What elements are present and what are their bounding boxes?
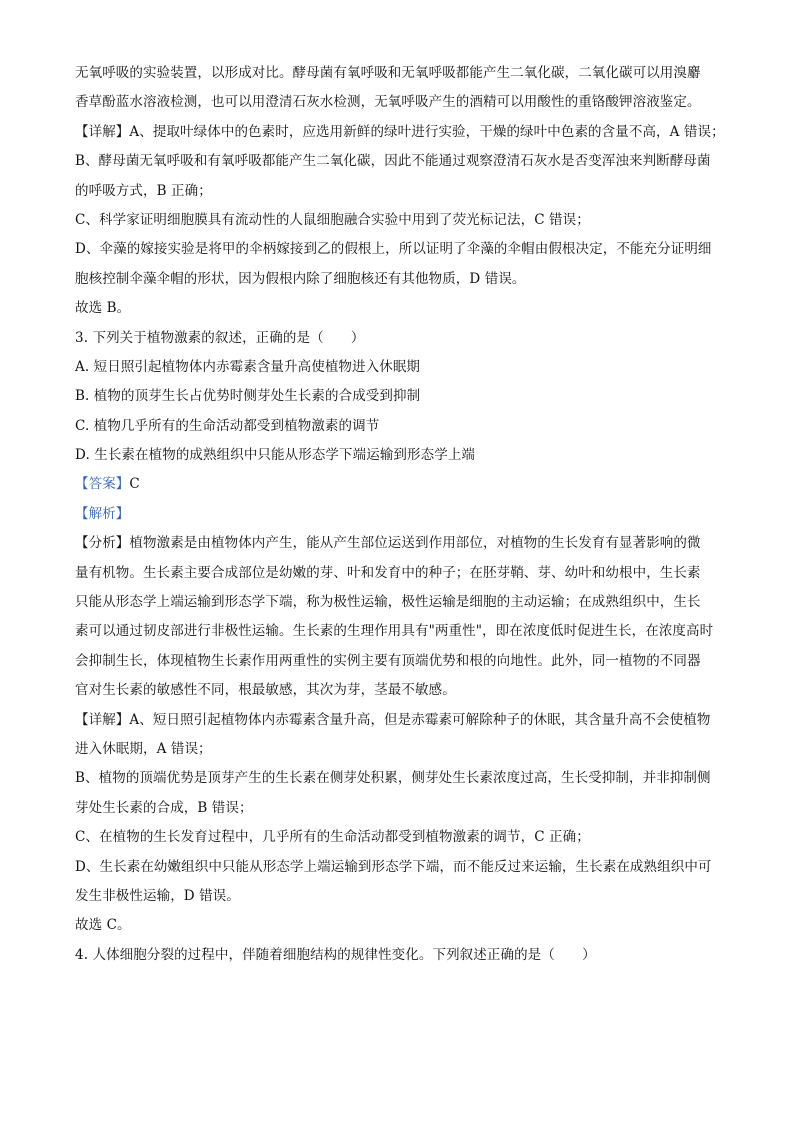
text-line: 故选 C。 — [75, 917, 131, 934]
document-page — [75, 64, 725, 975]
text-line: 只能从形态学上端运输到形态学下端，称为极性运输，极性运输是细胞的主动运输；在成熟组织中，生长 — [75, 594, 701, 611]
section-value: C — [129, 476, 140, 493]
text-line: C、科学家证明细胞膜具有流动性的人鼠细胞融合实验中用到了荧光标记法，C 错误； — [75, 211, 590, 228]
text-line: A. 短日照引起植物体内赤霉素含量升高使植物进入休眠期 — [75, 358, 421, 375]
text-line: D、伞藻的嫁接实验是将甲的伞柄嫁接到乙的假根上，所以证明了伞藻的伞帽由假根决定，不能充分证明细 — [75, 241, 712, 258]
text-line: B、酵母菌无氧呼吸和有氧呼吸都能产生二氧化碳，因此不能通过观察澄清石灰水是否变浑浊来判断酵母菌 — [75, 153, 711, 170]
text-line: C、在植物的生长发育过程中，几乎所有的生命活动都受到植物激素的调节，C 正确； — [75, 829, 590, 846]
text-line: 3. 下列关于植物激素的叙述，正确的是（ ） — [75, 329, 365, 346]
text-line: D. 生长素在植物的成熟组织中只能从形态学下端运输到形态学上端 — [75, 447, 476, 464]
text-line: 素可以通过韧皮部进行非极性运输。生长素的生理作用具有"两重性"，即在浓度低时促进生长，在浓度高时 — [75, 623, 714, 640]
section-tag: 【答案】 — [75, 476, 130, 493]
text-line: 芽处生长素的合成，B 错误； — [75, 799, 253, 816]
text-line: 【详解】A、短日照引起植物体内赤霉素含量升高，但是赤霉素可解除种子的休眠，其含量升高不会使植物 — [75, 711, 711, 728]
text-line: C. 植物几乎所有的生命活动都受到植物激素的调节 — [75, 417, 380, 434]
text-line: 官对生长素的敏感性不同，根最敏感，其次为芽，茎最不敏感。 — [75, 682, 456, 699]
section-tag: 【解析】 — [75, 505, 130, 522]
section-label-line — [75, 505, 725, 523]
text-line: D、生长素在幼嫩组织中只能从形态学上端运输到形态学下端，而不能反过来运输，生长素在成熟组织中可 — [75, 858, 712, 875]
text-line: 会抑制生长，体现植物生长素作用两重性的实例主要有顶端优势和根的向地性。此外，同一植物的不同器 — [75, 652, 701, 669]
text-line: 【详解】A、提取叶绿体中的色素时，应选用新鲜的绿叶进行实验，干燥的绿叶中色素的含量不高，A 错误； — [75, 123, 725, 140]
text-line: 胞核控制伞藻伞帽的形状，因为假根内除了细胞核还有其他物质，D 错误。 — [75, 270, 526, 287]
text-line: 发生非极性运输，D 错误。 — [75, 887, 240, 904]
text-line: B、植物的顶端优势是顶芽产生的生长素在侧芽处积累，侧芽处生长素浓度过高，生长受抑制，并非抑制侧 — [75, 770, 711, 787]
section-label-line — [75, 475, 725, 493]
text-line: 的呼吸方式，B 正确； — [75, 182, 212, 199]
text-line: 香草酚蓝水溶液检测，也可以用澄清石灰水检测，无氧呼吸产生的酒精可以用酸性的重铬酸钾溶液鉴定。 — [75, 94, 701, 111]
text-line: 进入休眠期，A 错误； — [75, 740, 212, 757]
text-line: 【分析】植物激素是由植物体内产生，能从产生部位运送到作用部位，对植物的生长发育有显著影响的微 — [75, 535, 701, 552]
text-line: 量有机物。生长素主要合成部位是幼嫩的芽、叶和发育中的种子；在胚芽鞘、芽、幼叶和幼根中，生长素 — [75, 564, 701, 581]
text-line: 无氧呼吸的实验装置，以形成对比。酵母菌有氧呼吸和无氧呼吸都能产生二氧化碳，二氧化碳可以用溴麝 — [75, 65, 701, 81]
text-line: B. 植物的顶芽生长占优势时侧芽处生长素的合成受到抑制 — [75, 388, 421, 405]
text-line: 故选 B。 — [75, 300, 131, 317]
text-line: 4. 人体细胞分裂的过程中，伴随着细胞结构的规律性变化。下列叙述正确的是（ ） — [75, 946, 596, 963]
